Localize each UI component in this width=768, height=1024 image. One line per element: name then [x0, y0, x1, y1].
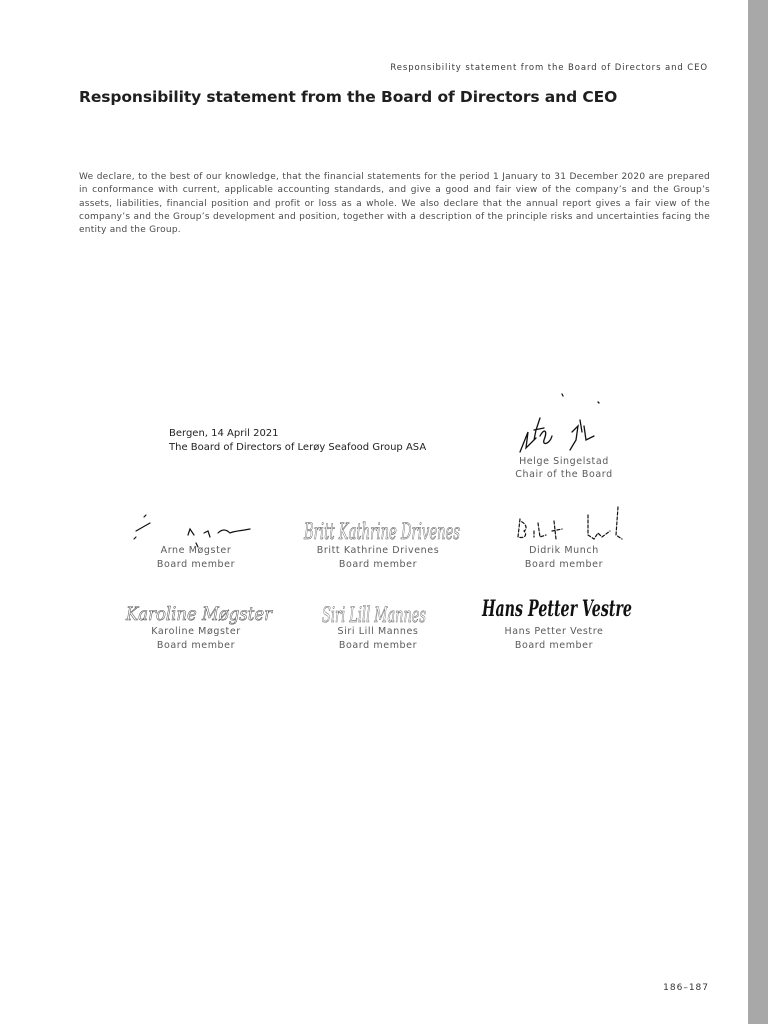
signature-image — [494, 505, 634, 549]
signature-image — [298, 505, 458, 545]
signatory-name: Didrik Munch — [529, 545, 599, 556]
signature-text: Karoline Møgster — [125, 603, 274, 625]
signatory-role: Board member — [524, 559, 604, 570]
signature-text: Britt Kathrine Drivenes — [303, 520, 460, 545]
signature-text: Hans Petter Vestre — [481, 596, 632, 622]
signatory-role: Board member — [514, 640, 594, 651]
place-and-date: Bergen, 14 April 2021 — [169, 428, 279, 439]
signatory-role: Board member — [156, 640, 236, 651]
responsibility-statement-text: We declare, to the best of our knowledge, that the financial statements for the period 1 January to 31 December 2020 are prepared in conformance with current, applicable accounting standards, and give a good and fair view of the company’s and the Group’s assets, liabilities, financial position and profit or loss as a whole. We also declare that the annual report gives a fair view of the company’s and the Group’s development and position, together with a description of the principle risks and uncertainties facing the entity and the Group. — [79, 172, 710, 236]
signatory-role: Chair of the Board — [515, 469, 613, 480]
signature-image — [504, 390, 624, 460]
signature-block-hans-petter-vestre — [481, 586, 632, 656]
signature-block-siri-lill-mannes — [308, 586, 448, 656]
signature-block-arne-mogster — [126, 505, 266, 575]
signature-image — [122, 586, 282, 628]
signature-block-helge-singelstad — [504, 390, 624, 485]
signatory-name: Siri Lill Mannes — [337, 626, 419, 637]
page-title: Responsibility statement from the Board of Directors and CEO — [79, 88, 618, 106]
signature-block-britt-kathrine-drivenes — [298, 505, 458, 575]
signatory-name: Karoline Møgster — [151, 626, 241, 637]
signatory-name: Arne Møgster — [160, 545, 232, 556]
signature-image — [480, 582, 640, 626]
signatory-role: Board member — [156, 559, 236, 570]
signature-image — [126, 505, 266, 549]
signature-text: Siri Lill Mannes — [322, 603, 427, 627]
page-edge-band — [748, 0, 768, 1024]
signatory-role: Board member — [338, 559, 418, 570]
page-number: 186–187 — [663, 983, 709, 993]
signature-image — [308, 586, 448, 628]
running-header: Responsibility statement from the Board of Directors and CEO — [390, 63, 708, 73]
signatory-role: Board member — [338, 640, 418, 651]
signature-block-didrik-munch — [494, 505, 634, 575]
signatory-name: Britt Kathrine Drivenes — [316, 545, 440, 556]
signature-block-karoline-mogster — [125, 586, 274, 656]
signatory-name: Helge Singelstad — [519, 456, 609, 467]
board-name-line: The Board of Directors of Lerøy Seafood Group ASA — [169, 442, 427, 453]
signatory-name: Hans Petter Vestre — [504, 626, 604, 637]
